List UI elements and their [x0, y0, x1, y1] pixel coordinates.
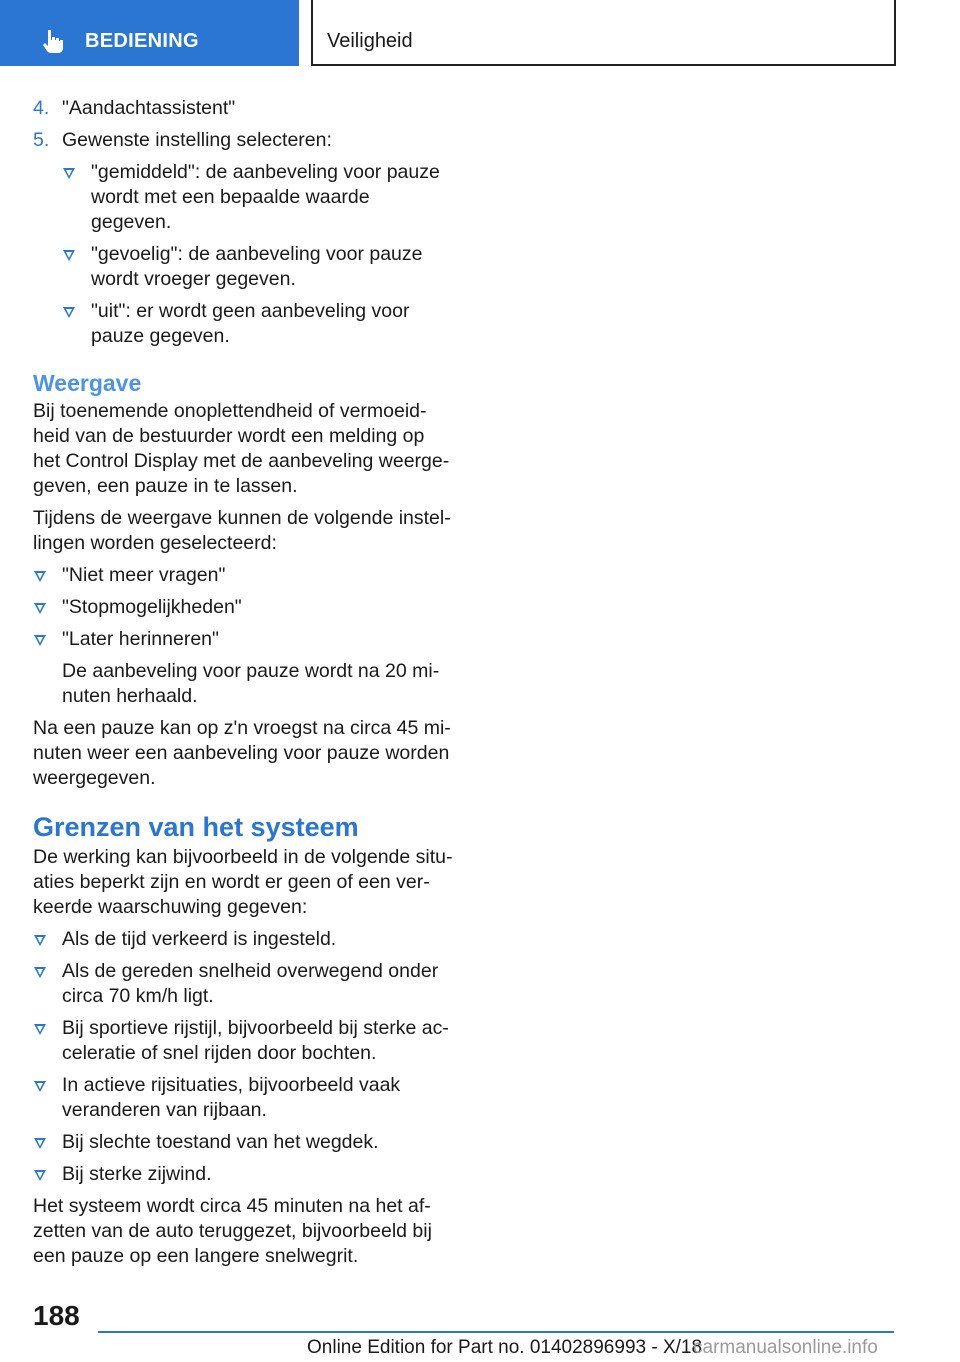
step-4 [33, 96, 453, 121]
triangle-bullet-icon [34, 603, 46, 614]
triangle-bullet-icon [63, 307, 75, 318]
paragraph: Na een pauze kan op z'n vroegst na circa 45 minuten weer een aanbeveling voor pauze worden weergegeven. [33, 717, 451, 789]
weergave-heading: Weergave [33, 370, 142, 396]
triangle-bullet-icon [63, 250, 75, 261]
grenzen-heading: Grenzen van het systeem [33, 812, 359, 842]
list-item: Bij sportieve rijstijl, bijvoorbeeld bij sterke acceleratie of snel rijden door bochten. [33, 1016, 453, 1066]
chapter-tab[interactable] [0, 0, 299, 66]
list-item: "Stopmogelijkheden" [33, 595, 453, 620]
footer-edition [307, 1336, 878, 1360]
page-content [33, 96, 453, 1276]
section-title: Veiligheid [327, 30, 413, 52]
triangle-bullet-icon [63, 168, 75, 179]
page-number: 188 [33, 1300, 80, 1331]
triangle-bullet-icon [34, 1170, 46, 1181]
watermark: carmanualsonline.info [693, 1337, 878, 1358]
triangle-bullet-icon [34, 935, 46, 946]
step-5-options [62, 160, 453, 349]
list-item: Bij sterke zijwind. [33, 1162, 453, 1187]
list-item: "gemiddeld": de aanbeveling voor pauze wordt met een bepaalde waarde gegeven. [62, 160, 453, 235]
section-tab [311, 0, 896, 66]
triangle-bullet-icon [34, 571, 46, 582]
footer-divider [98, 1331, 894, 1333]
page-header [0, 0, 960, 66]
paragraph: De werking kan bijvoorbeeld in de volgende situaties beperkt zijn en wordt er geen of een verkeerde waarschuwing gegeven: [33, 846, 453, 918]
step-number: 4. [33, 97, 50, 119]
edition-text: Online Edition for Part no. 01402896993 - X/18 [307, 1337, 703, 1358]
triangle-bullet-icon [34, 1138, 46, 1149]
step-text: "Aandachtassistent" [62, 97, 236, 119]
list-item: Bij slechte toestand van het wegdek. [33, 1130, 453, 1155]
triangle-bullet-icon [34, 1081, 46, 1092]
triangle-bullet-icon [34, 635, 46, 646]
paragraph: Tijdens de weergave kunnen de volgende instellingen worden geselecteerd: [33, 507, 451, 554]
triangle-bullet-icon [34, 1024, 46, 1035]
list-item: Als de gereden snelheid overwegend onder circa 70 km/h ligt. [33, 959, 453, 1009]
hand-pointer-icon [40, 28, 66, 54]
list-item: In actieve rijsituaties, bijvoorbeeld vaak veranderen van rijbaan. [33, 1073, 453, 1123]
paragraph: Bij toenemende onoplettendheid of vermoeidheid van de bestuurder wordt een melding op het Control Display met de aanbeveling weergegeven, een pauze in te lassen. [33, 400, 450, 497]
list-item: "gevoelig": de aanbeveling voor pauze wordt vroeger gegeven. [62, 242, 453, 292]
step-text: Gewenste instelling selecteren: [62, 129, 332, 151]
step-number: 5. [33, 129, 50, 151]
list-item: "Later herinneren" [33, 627, 453, 652]
chapter-title: BEDIENING [85, 30, 199, 52]
list-item: "uit": er wordt geen aanbeveling voor pauze gegeven. [62, 299, 453, 349]
triangle-bullet-icon [34, 967, 46, 978]
list-item: Als de tijd verkeerd is ingesteld. [33, 927, 453, 952]
step-5 [33, 128, 453, 349]
paragraph: Het systeem wordt circa 45 minuten na het afzetten van de auto teruggezet, bijvoorbeeld bij een pauze op een langere snelwegrit. [33, 1195, 432, 1267]
note: De aanbeveling voor pauze wordt na 20 minuten herhaald. [62, 660, 440, 707]
list-item: "Niet meer vragen" [33, 563, 453, 588]
